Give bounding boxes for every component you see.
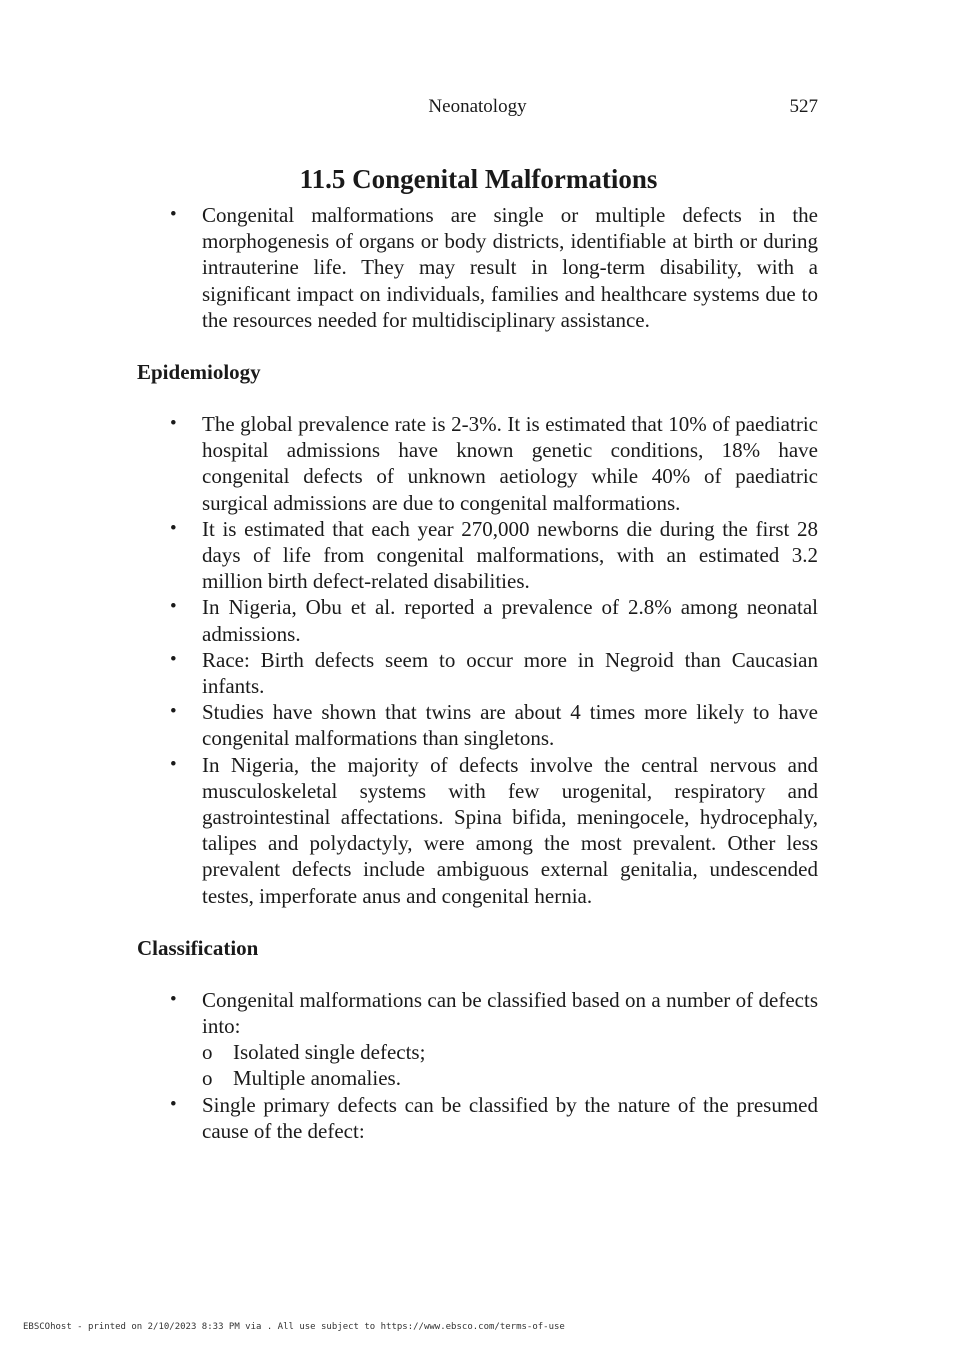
list-item-text: Studies have shown that twins are about 4 times more likely to have congenital malformations than singletons. [202, 700, 818, 751]
running-title: Neonatology [428, 96, 527, 117]
bullet-icon: • [170, 648, 177, 670]
list-item-text: It is estimated that each year 270,000 newborns die during the first 28 days of life from congenital malformations, with an estimated 3.2 million birth defect-related disabilities. [202, 516, 818, 594]
list-item-text: Congenital malformations are single or multiple defects in the morphogenesis of organs or body districts, identifiable at birth or during intrauterine life. They may result in long-term disability, with a significant impact on individuals, families and healthcare systems due to the resources needed for multidisciplinary assistance. [202, 203, 818, 332]
bullet-icon: • [170, 204, 177, 225]
list-item-text: In Nigeria, Obu et al. reported a prevalence of 2.8% among neonatal admissions. [202, 595, 818, 646]
list-item-text: Race: Birth defects seem to occur more in Negroid than Caucasian infants. [202, 647, 818, 699]
classification-list [137, 987, 818, 1144]
bullet-icon: • [170, 596, 177, 618]
list-item [137, 699, 818, 751]
list-item-text: Congenital malformations can be classified based on a number of defects into: [202, 987, 818, 1039]
bullet-icon: • [170, 753, 177, 775]
sub-list-item-text: Multiple anomalies. [233, 1066, 401, 1091]
page-body [137, 158, 818, 1144]
list-item [137, 594, 818, 646]
epidemiology-list [137, 411, 818, 909]
circle-bullet-icon: o [202, 1040, 213, 1065]
sub-list-item [202, 1039, 818, 1065]
sub-list-item [202, 1065, 818, 1091]
list-item [137, 411, 818, 516]
sub-list [202, 1039, 818, 1091]
list-item [137, 1092, 818, 1144]
list-item-text: In Nigeria, the majority of defects involve the central nervous and musculoskeletal systems with few urogenital, respiratory and gastrointestinal affectations. Spina bifida, meningocele, hydrocephaly, talipes and polydactyly, were among the most prevalent. Other less prevalent defects include ambiguous external genitalia, undescended testes, imperforate anus and congenital hernia. [202, 752, 818, 908]
section-heading-epidemiology: Epidemiology [137, 360, 261, 385]
running-header [137, 96, 818, 122]
bullet-icon: • [170, 701, 177, 723]
circle-bullet-icon: o [202, 1066, 213, 1091]
section-heading-classification: Classification [137, 935, 259, 960]
list-item [137, 752, 818, 909]
list-item [137, 647, 818, 699]
print-footer: EBSCOhost - printed on 2/10/2023 8:33 PM via . All use subject to https://www.ebsco.com/terms-of-use [23, 1322, 565, 1332]
list-item [137, 202, 818, 333]
bullet-icon: • [170, 517, 177, 539]
bullet-icon: • [170, 413, 177, 435]
chapter-title: 11.5 Congenital Malformations [299, 164, 658, 194]
intro-list [137, 202, 818, 333]
list-item-text: Single primary defects can be classified by the nature of the presumed cause of the defect: [202, 1092, 818, 1143]
bullet-icon: • [170, 988, 177, 1010]
list-item [137, 516, 818, 595]
bullet-icon: • [170, 1093, 177, 1115]
list-item-text: The global prevalence rate is 2-3%. It is estimated that 10% of paediatric hospital admissions have known genetic conditions, 18% have congenital defects of unknown aetiology while 40% of paediatric surgical admissions are due to congenital malformations. [202, 412, 818, 515]
sub-list-item-text: Isolated single defects; [233, 1040, 426, 1065]
list-item [137, 987, 818, 1092]
page-number: 527 [789, 96, 818, 117]
